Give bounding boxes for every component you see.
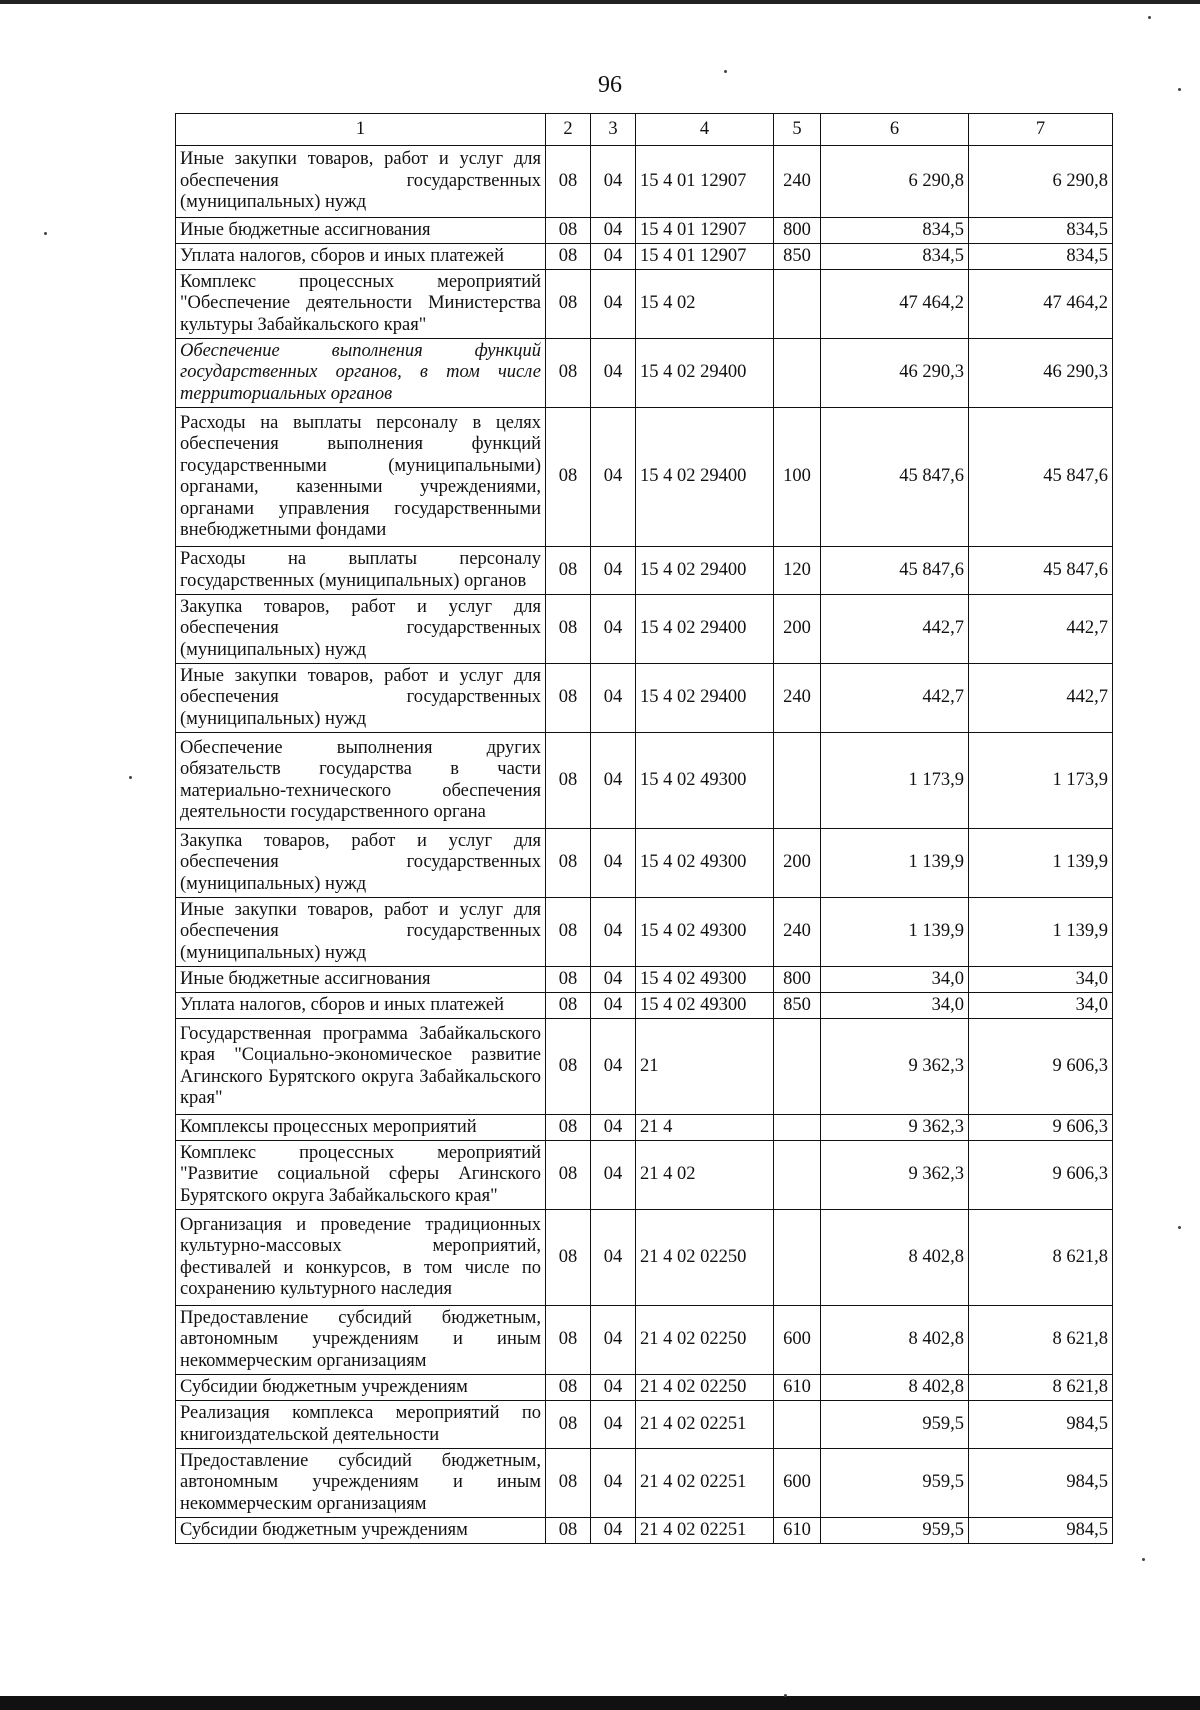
row-amount-2-cell: 984,5 (969, 1518, 1113, 1544)
row-section-cell: 08 (546, 1306, 591, 1375)
row-target-article-cell: 21 4 02 02250 (636, 1375, 774, 1401)
row-expense-type-cell (774, 270, 821, 339)
table-body (176, 146, 1113, 1544)
row-subsection-cell: 04 (591, 1449, 636, 1518)
row-amount-1-cell: 1 139,9 (821, 898, 969, 967)
table-row (176, 595, 1113, 664)
row-name-cell: Субсидии бюджетным учреждениям (176, 1375, 546, 1401)
row-amount-2-cell: 1 139,9 (969, 898, 1113, 967)
row-section-cell: 08 (546, 1019, 591, 1115)
row-target-article-cell: 21 4 02 02251 (636, 1518, 774, 1544)
row-target-article-cell: 21 4 02 (636, 1141, 774, 1210)
row-name-cell: Расходы на выплаты персоналу государственных (муниципальных) органов (176, 547, 546, 595)
row-subsection-cell: 04 (591, 1401, 636, 1449)
scan-speck (784, 1694, 787, 1697)
table-row (176, 244, 1113, 270)
row-amount-1-cell: 1 139,9 (821, 829, 969, 898)
table-row (176, 1019, 1113, 1115)
scan-speck (1142, 1558, 1145, 1561)
row-name-cell: Комплекс процессных мероприятий "Развитие социальной сферы Агинского Бурятского округа Забайкальского края" (176, 1141, 546, 1210)
row-target-article-cell: 21 4 02 02251 (636, 1449, 774, 1518)
row-subsection-cell: 04 (591, 1306, 636, 1375)
table-row (176, 1210, 1113, 1306)
row-name-cell: Государственная программа Забайкальского края "Социально-экономическое развитие Агинского Бурятского округа Забайкальского края" (176, 1019, 546, 1115)
row-amount-1-cell: 34,0 (821, 993, 969, 1019)
row-target-article-cell: 15 4 02 49300 (636, 993, 774, 1019)
table-row (176, 547, 1113, 595)
scan-speck (44, 232, 47, 235)
row-amount-2-cell: 8 621,8 (969, 1210, 1113, 1306)
row-amount-1-cell: 834,5 (821, 218, 969, 244)
row-amount-1-cell: 959,5 (821, 1518, 969, 1544)
row-target-article-cell: 15 4 02 49300 (636, 733, 774, 829)
row-name-cell: Предоставление субсидий бюджетным, автономным учреждениям и иным некоммерческим организациям (176, 1449, 546, 1518)
row-subsection-cell: 04 (591, 1141, 636, 1210)
table-row (176, 664, 1113, 733)
row-subsection-cell: 04 (591, 967, 636, 993)
row-amount-2-cell: 45 847,6 (969, 547, 1113, 595)
row-subsection-cell: 04 (591, 218, 636, 244)
header-col-6: 6 (821, 114, 969, 146)
row-expense-type-cell: 850 (774, 244, 821, 270)
table-row (176, 1449, 1113, 1518)
row-expense-type-cell (774, 1115, 821, 1141)
row-subsection-cell: 04 (591, 898, 636, 967)
row-target-article-cell: 15 4 02 49300 (636, 967, 774, 993)
row-amount-2-cell: 442,7 (969, 664, 1113, 733)
scan-edge-top (0, 0, 1200, 4)
row-section-cell: 08 (546, 1518, 591, 1544)
row-amount-2-cell: 834,5 (969, 218, 1113, 244)
row-amount-1-cell: 45 847,6 (821, 547, 969, 595)
row-amount-2-cell: 834,5 (969, 244, 1113, 270)
row-section-cell: 08 (546, 733, 591, 829)
row-amount-1-cell: 959,5 (821, 1401, 969, 1449)
row-name-cell: Иные бюджетные ассигнования (176, 218, 546, 244)
row-section-cell: 08 (546, 1401, 591, 1449)
scan-speck (1148, 16, 1151, 19)
row-amount-1-cell: 834,5 (821, 244, 969, 270)
row-subsection-cell: 04 (591, 547, 636, 595)
row-target-article-cell: 15 4 02 29400 (636, 339, 774, 408)
scan-speck (724, 70, 727, 73)
row-subsection-cell: 04 (591, 244, 636, 270)
header-col-2: 2 (546, 114, 591, 146)
row-target-article-cell: 21 4 02 02250 (636, 1210, 774, 1306)
table-row (176, 898, 1113, 967)
table-row (176, 829, 1113, 898)
row-target-article-cell: 21 (636, 1019, 774, 1115)
table-row (176, 993, 1113, 1019)
table-row (176, 339, 1113, 408)
row-name-cell: Предоставление субсидий бюджетным, автономным учреждениям и иным некоммерческим организациям (176, 1306, 546, 1375)
row-expense-type-cell: 600 (774, 1449, 821, 1518)
row-name-cell: Уплата налогов, сборов и иных платежей (176, 244, 546, 270)
row-amount-2-cell: 8 621,8 (969, 1375, 1113, 1401)
row-target-article-cell: 15 4 01 12907 (636, 244, 774, 270)
row-section-cell: 08 (546, 547, 591, 595)
row-name-cell: Реализация комплекса мероприятий по книгоиздательской деятельности (176, 1401, 546, 1449)
row-target-article-cell: 15 4 02 49300 (636, 898, 774, 967)
header-col-7: 7 (969, 114, 1113, 146)
row-subsection-cell: 04 (591, 1115, 636, 1141)
table-row (176, 408, 1113, 547)
header-col-1: 1 (176, 114, 546, 146)
row-name-cell: Иные закупки товаров, работ и услуг для обеспечения государственных (муниципальных) нужд (176, 664, 546, 733)
row-amount-2-cell: 34,0 (969, 993, 1113, 1019)
scan-edge-bottom (0, 1696, 1200, 1710)
row-name-cell: Иные бюджетные ассигнования (176, 967, 546, 993)
table-row (176, 218, 1113, 244)
row-amount-2-cell: 46 290,3 (969, 339, 1113, 408)
row-amount-2-cell: 47 464,2 (969, 270, 1113, 339)
row-target-article-cell: 15 4 02 29400 (636, 547, 774, 595)
row-expense-type-cell: 850 (774, 993, 821, 1019)
header-col-5: 5 (774, 114, 821, 146)
row-expense-type-cell: 610 (774, 1518, 821, 1544)
row-name-cell: Субсидии бюджетным учреждениям (176, 1518, 546, 1544)
row-expense-type-cell (774, 1141, 821, 1210)
row-name-cell: Расходы на выплаты персоналу в целях обеспечения выполнения функций государственными (муниципальными) органами, казенными учреждениями, органами управления государственными внебюджетными фондами (176, 408, 546, 547)
row-target-article-cell: 15 4 02 29400 (636, 408, 774, 547)
row-amount-1-cell: 959,5 (821, 1449, 969, 1518)
row-target-article-cell: 15 4 02 (636, 270, 774, 339)
row-amount-2-cell: 9 606,3 (969, 1019, 1113, 1115)
row-subsection-cell: 04 (591, 408, 636, 547)
row-section-cell: 08 (546, 898, 591, 967)
row-subsection-cell: 04 (591, 993, 636, 1019)
table-row (176, 733, 1113, 829)
row-amount-1-cell: 47 464,2 (821, 270, 969, 339)
row-expense-type-cell: 200 (774, 829, 821, 898)
row-amount-2-cell: 984,5 (969, 1401, 1113, 1449)
row-section-cell: 08 (546, 1375, 591, 1401)
row-amount-2-cell: 6 290,8 (969, 146, 1113, 218)
row-subsection-cell: 04 (591, 1518, 636, 1544)
row-section-cell: 08 (546, 339, 591, 408)
table-row (176, 967, 1113, 993)
scan-speck (129, 776, 132, 779)
row-section-cell: 08 (546, 664, 591, 733)
table-row (176, 270, 1113, 339)
row-amount-1-cell: 442,7 (821, 664, 969, 733)
row-name-cell: Комплексы процессных мероприятий (176, 1115, 546, 1141)
row-expense-type-cell: 120 (774, 547, 821, 595)
row-expense-type-cell: 610 (774, 1375, 821, 1401)
row-target-article-cell: 21 4 02 02250 (636, 1306, 774, 1375)
row-target-article-cell: 21 4 (636, 1115, 774, 1141)
row-target-article-cell: 21 4 02 02251 (636, 1401, 774, 1449)
row-amount-2-cell: 9 606,3 (969, 1115, 1113, 1141)
header-col-4: 4 (636, 114, 774, 146)
row-section-cell: 08 (546, 408, 591, 547)
budget-table (175, 113, 1113, 1544)
row-expense-type-cell (774, 1019, 821, 1115)
row-amount-2-cell: 1 173,9 (969, 733, 1113, 829)
table-row (176, 1401, 1113, 1449)
row-amount-2-cell: 984,5 (969, 1449, 1113, 1518)
row-section-cell: 08 (546, 993, 591, 1019)
row-amount-2-cell: 442,7 (969, 595, 1113, 664)
row-expense-type-cell: 800 (774, 967, 821, 993)
row-amount-1-cell: 34,0 (821, 967, 969, 993)
row-subsection-cell: 04 (591, 1019, 636, 1115)
row-name-cell: Обеспечение выполнения функций государственных органов, в том числе территориальных органов (176, 339, 546, 408)
header-row (176, 114, 1113, 146)
row-name-cell: Комплекс процессных мероприятий "Обеспечение деятельности Министерства культуры Забайкальского края" (176, 270, 546, 339)
table-row (176, 1518, 1113, 1544)
row-expense-type-cell (774, 339, 821, 408)
row-subsection-cell: 04 (591, 1375, 636, 1401)
row-target-article-cell: 15 4 02 49300 (636, 829, 774, 898)
row-subsection-cell: 04 (591, 270, 636, 339)
row-expense-type-cell: 600 (774, 1306, 821, 1375)
row-target-article-cell: 15 4 01 12907 (636, 218, 774, 244)
row-expense-type-cell: 100 (774, 408, 821, 547)
row-amount-2-cell: 45 847,6 (969, 408, 1113, 547)
table-row (176, 1375, 1113, 1401)
row-section-cell: 08 (546, 146, 591, 218)
row-amount-1-cell: 1 173,9 (821, 733, 969, 829)
row-expense-type-cell: 200 (774, 595, 821, 664)
row-name-cell: Обеспечение выполнения других обязательств государства в части материально-технического обеспечения деятельности государственного органа (176, 733, 546, 829)
row-amount-1-cell: 9 362,3 (821, 1115, 969, 1141)
row-expense-type-cell (774, 733, 821, 829)
row-expense-type-cell: 800 (774, 218, 821, 244)
row-amount-2-cell: 34,0 (969, 967, 1113, 993)
table-header (176, 114, 1113, 146)
row-amount-1-cell: 8 402,8 (821, 1306, 969, 1375)
table-row (176, 1115, 1113, 1141)
row-name-cell: Закупка товаров, работ и услуг для обеспечения государственных (муниципальных) нужд (176, 595, 546, 664)
row-section-cell: 08 (546, 1141, 591, 1210)
row-amount-1-cell: 8 402,8 (821, 1210, 969, 1306)
row-section-cell: 08 (546, 244, 591, 270)
row-subsection-cell: 04 (591, 595, 636, 664)
table-row (176, 1306, 1113, 1375)
row-section-cell: 08 (546, 1115, 591, 1141)
row-expense-type-cell: 240 (774, 898, 821, 967)
row-target-article-cell: 15 4 02 29400 (636, 664, 774, 733)
row-name-cell: Закупка товаров, работ и услуг для обеспечения государственных (муниципальных) нужд (176, 829, 546, 898)
row-expense-type-cell (774, 1401, 821, 1449)
row-subsection-cell: 04 (591, 829, 636, 898)
row-section-cell: 08 (546, 1210, 591, 1306)
row-section-cell: 08 (546, 829, 591, 898)
row-section-cell: 08 (546, 1449, 591, 1518)
row-amount-2-cell: 9 606,3 (969, 1141, 1113, 1210)
table-row (176, 1141, 1113, 1210)
row-section-cell: 08 (546, 270, 591, 339)
row-expense-type-cell: 240 (774, 664, 821, 733)
row-amount-1-cell: 442,7 (821, 595, 969, 664)
row-amount-2-cell: 1 139,9 (969, 829, 1113, 898)
row-amount-1-cell: 9 362,3 (821, 1019, 969, 1115)
row-subsection-cell: 04 (591, 1210, 636, 1306)
row-name-cell: Уплата налогов, сборов и иных платежей (176, 993, 546, 1019)
row-amount-2-cell: 8 621,8 (969, 1306, 1113, 1375)
row-amount-1-cell: 9 362,3 (821, 1141, 969, 1210)
row-subsection-cell: 04 (591, 339, 636, 408)
scan-speck (1178, 1226, 1181, 1229)
row-subsection-cell: 04 (591, 664, 636, 733)
row-subsection-cell: 04 (591, 733, 636, 829)
page-number: 96 (598, 72, 622, 98)
row-expense-type-cell: 240 (774, 146, 821, 218)
row-section-cell: 08 (546, 218, 591, 244)
row-name-cell: Организация и проведение традиционных культурно-массовых мероприятий, фестивалей и конкурсов, в том числе по сохранению культурного наследия (176, 1210, 546, 1306)
table-row (176, 146, 1113, 218)
row-target-article-cell: 15 4 02 29400 (636, 595, 774, 664)
row-name-cell: Иные закупки товаров, работ и услуг для обеспечения государственных (муниципальных) нужд (176, 146, 546, 218)
row-section-cell: 08 (546, 595, 591, 664)
row-name-cell: Иные закупки товаров, работ и услуг для обеспечения государственных (муниципальных) нужд (176, 898, 546, 967)
row-expense-type-cell (774, 1210, 821, 1306)
row-amount-1-cell: 8 402,8 (821, 1375, 969, 1401)
row-section-cell: 08 (546, 967, 591, 993)
row-target-article-cell: 15 4 01 12907 (636, 146, 774, 218)
row-amount-1-cell: 45 847,6 (821, 408, 969, 547)
scan-speck (1178, 88, 1181, 91)
header-col-3: 3 (591, 114, 636, 146)
row-amount-1-cell: 6 290,8 (821, 146, 969, 218)
row-subsection-cell: 04 (591, 146, 636, 218)
row-amount-1-cell: 46 290,3 (821, 339, 969, 408)
